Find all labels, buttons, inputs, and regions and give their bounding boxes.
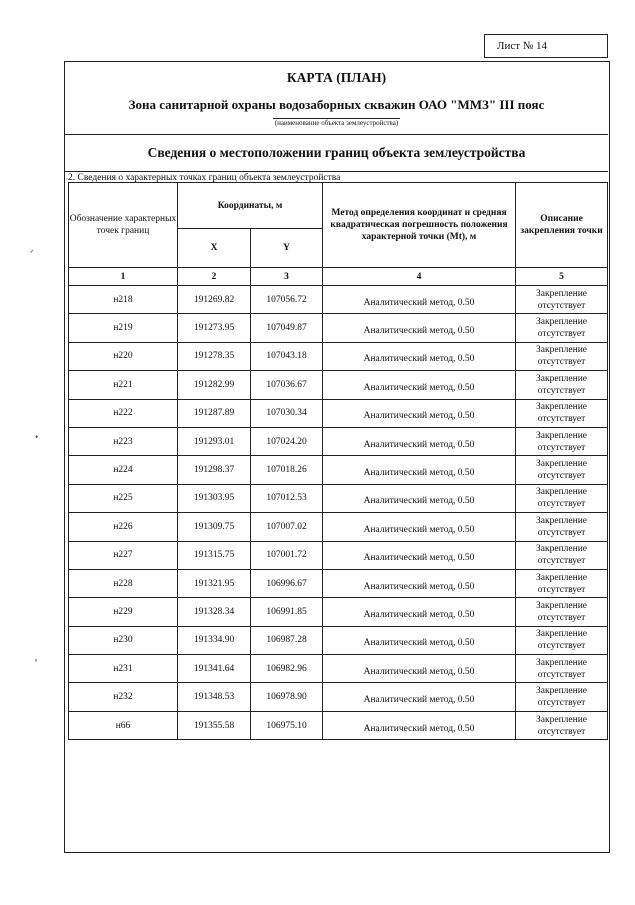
point-cell: н221: [69, 371, 178, 399]
fixing-line-1: Закрепление: [536, 600, 587, 611]
point-cell: н222: [69, 399, 178, 427]
col-header-y: Y: [251, 229, 323, 268]
fixing-line-1: Закрепление: [536, 515, 587, 526]
method-cell: Аналитический метод, 0.50: [323, 626, 516, 654]
fixing-line-2: отсутствует: [537, 584, 586, 595]
point-cell: н218: [69, 286, 178, 314]
divider: [65, 171, 608, 172]
y-cell: 106975.10: [251, 711, 323, 739]
x-cell: 191355.58: [178, 711, 251, 739]
method-cell: Аналитический метод, 0.50: [323, 655, 516, 683]
point-cell: н227: [69, 541, 178, 569]
point-cell: н232: [69, 683, 178, 711]
method-cell: Аналитический метод, 0.50: [323, 371, 516, 399]
table-row: [69, 456, 608, 484]
point-cell: н66: [69, 711, 178, 739]
table-row: [69, 286, 608, 314]
y-cell: 107056.72: [251, 286, 323, 314]
method-cell: Аналитический метод, 0.50: [323, 427, 516, 455]
table-row: [69, 427, 608, 455]
object-name: Зона санитарной охраны водозаборных скважин ОАО "ММЗ" III пояс: [128, 97, 545, 112]
col-header-designation: Обозначение характерных точек границ: [69, 183, 178, 268]
column-number: 1: [69, 268, 178, 286]
fixing-cell: [516, 456, 608, 484]
y-cell: 107001.72: [251, 541, 323, 569]
fixing-line-2: отсутствует: [537, 414, 586, 425]
scan-mark: ᐟ: [30, 248, 34, 258]
table-row: [69, 711, 608, 739]
fixing-line-1: Закрепление: [536, 459, 587, 470]
x-cell: 191273.95: [178, 314, 251, 342]
fixing-line-2: отсутствует: [537, 357, 586, 368]
fixing-cell: [516, 371, 608, 399]
table-row: [69, 314, 608, 342]
fixing-line-1: Закрепление: [536, 544, 587, 555]
col-header-method: Метод определения координат и средняя квадратическая погрешность положения характерной точки (Mt), м: [323, 183, 516, 268]
y-cell: 107049.87: [251, 314, 323, 342]
x-cell: 191315.75: [178, 541, 251, 569]
fixing-cell: [516, 626, 608, 654]
method-cell: Аналитический метод, 0.50: [323, 314, 516, 342]
fixing-line-2: отсутствует: [537, 442, 586, 453]
x-cell: 191298.37: [178, 456, 251, 484]
fixing-line-2: отсутствует: [537, 329, 586, 340]
y-cell: 107043.18: [251, 342, 323, 370]
col-header-fixing: Описание закрепления точки: [516, 183, 608, 268]
method-cell: Аналитический метод, 0.50: [323, 683, 516, 711]
y-cell: 107024.20: [251, 427, 323, 455]
method-cell: Аналитический метод, 0.50: [323, 541, 516, 569]
point-cell: н224: [69, 456, 178, 484]
fixing-cell: [516, 342, 608, 370]
fixing-line-2: отсутствует: [537, 499, 586, 510]
fixing-line-2: отсутствует: [537, 385, 586, 396]
y-cell: 107030.34: [251, 399, 323, 427]
subsection-title: 2. Сведения о характерных точках границ объекта землеустройства: [68, 173, 341, 183]
x-cell: 191341.64: [178, 655, 251, 683]
column-number: 4: [323, 268, 516, 286]
method-cell: Аналитический метод, 0.50: [323, 569, 516, 597]
fixing-line-1: Закрепление: [536, 430, 587, 441]
fixing-line-2: отсутствует: [537, 726, 586, 737]
fixing-cell: [516, 569, 608, 597]
x-cell: 191269.82: [178, 286, 251, 314]
fixing-cell: [516, 427, 608, 455]
fixing-line-1: Закрепление: [536, 402, 587, 413]
fixing-cell: [516, 399, 608, 427]
fixing-cell: [516, 314, 608, 342]
y-cell: 106996.67: [251, 569, 323, 597]
column-number: 3: [251, 268, 323, 286]
x-cell: 191348.53: [178, 683, 251, 711]
fixing-line-2: отсутствует: [537, 698, 586, 709]
x-cell: 191321.95: [178, 569, 251, 597]
fixing-line-1: Закрепление: [536, 686, 587, 697]
x-cell: 191303.95: [178, 484, 251, 512]
y-cell: 106982.96: [251, 655, 323, 683]
method-cell: Аналитический метод, 0.50: [323, 456, 516, 484]
x-cell: 191278.35: [178, 342, 251, 370]
document-title: КАРТА (ПЛАН): [286, 70, 387, 85]
object-caption: (наименование объекта землеустройства): [274, 119, 399, 127]
table-row: [69, 655, 608, 683]
table-row: [69, 626, 608, 654]
fixing-line-1: Закрепление: [536, 657, 587, 668]
x-cell: 191293.01: [178, 427, 251, 455]
table-row: [69, 484, 608, 512]
fixing-line-1: Закрепление: [536, 629, 587, 640]
y-cell: 107036.67: [251, 371, 323, 399]
column-number-row: [69, 268, 608, 286]
fixing-line-1: Закрепление: [536, 572, 587, 583]
fixing-cell: [516, 711, 608, 739]
table-row: [69, 342, 608, 370]
fixing-line-1: Закрепление: [536, 345, 587, 356]
table-row: [69, 399, 608, 427]
fixing-cell: [516, 655, 608, 683]
point-cell: н219: [69, 314, 178, 342]
x-cell: 191309.75: [178, 513, 251, 541]
table-row: [69, 598, 608, 626]
fixing-cell: [516, 286, 608, 314]
table-row: [69, 513, 608, 541]
title-block: [65, 62, 608, 134]
point-cell: н228: [69, 569, 178, 597]
fixing-cell: [516, 598, 608, 626]
fixing-line-1: Закрепление: [536, 317, 587, 328]
points-table: [68, 182, 608, 740]
scan-mark: ᵉ: [35, 656, 38, 666]
method-cell: Аналитический метод, 0.50: [323, 711, 516, 739]
point-cell: н229: [69, 598, 178, 626]
point-cell: н231: [69, 655, 178, 683]
x-cell: 191334.90: [178, 626, 251, 654]
method-cell: Аналитический метод, 0.50: [323, 342, 516, 370]
method-cell: Аналитический метод, 0.50: [323, 399, 516, 427]
col-header-x: X: [178, 229, 251, 268]
fixing-line-1: Закрепление: [536, 288, 587, 299]
table-row: [69, 569, 608, 597]
method-cell: Аналитический метод, 0.50: [323, 286, 516, 314]
method-cell: Аналитический метод, 0.50: [323, 513, 516, 541]
fixing-line-2: отсутствует: [537, 556, 586, 567]
fixing-line-1: Закрепление: [536, 487, 587, 498]
y-cell: 107007.02: [251, 513, 323, 541]
document-frame: [64, 61, 610, 853]
point-cell: н230: [69, 626, 178, 654]
fixing-line-2: отсутствует: [537, 471, 586, 482]
fixing-cell: [516, 513, 608, 541]
fixing-line-2: отсутствует: [537, 669, 586, 680]
column-number: 2: [178, 268, 251, 286]
x-cell: 191287.89: [178, 399, 251, 427]
fixing-line-1: Закрепление: [536, 373, 587, 384]
x-cell: 191328.34: [178, 598, 251, 626]
method-cell: Аналитический метод, 0.50: [323, 598, 516, 626]
table-row: [69, 541, 608, 569]
point-cell: н223: [69, 427, 178, 455]
y-cell: 107018.26: [251, 456, 323, 484]
points-table-body: [69, 286, 608, 740]
point-cell: н220: [69, 342, 178, 370]
y-cell: 107012.53: [251, 484, 323, 512]
fixing-cell: [516, 484, 608, 512]
fixing-line-1: Закрепление: [536, 714, 587, 725]
fixing-line-2: отсутствует: [537, 612, 586, 623]
table-row: [69, 683, 608, 711]
y-cell: 106978.90: [251, 683, 323, 711]
col-header-coordinates: Координаты, м: [178, 183, 323, 229]
table-row: [69, 371, 608, 399]
table-header-row: [69, 183, 608, 229]
fixing-cell: [516, 541, 608, 569]
object-caption-wrap: [65, 119, 608, 127]
fixing-line-2: отсутствует: [537, 300, 586, 311]
fixing-cell: [516, 683, 608, 711]
fixing-line-2: отсутствует: [537, 527, 586, 538]
method-cell: Аналитический метод, 0.50: [323, 484, 516, 512]
point-cell: н225: [69, 484, 178, 512]
scan-mark: •: [35, 432, 39, 442]
y-cell: 106991.85: [251, 598, 323, 626]
x-cell: 191282.99: [178, 371, 251, 399]
y-cell: 106987.28: [251, 626, 323, 654]
fixing-line-2: отсутствует: [537, 641, 586, 652]
column-number: 5: [516, 268, 608, 286]
section-title: Сведения о местоположении границ объекта землеустройства: [147, 145, 526, 160]
point-cell: н226: [69, 513, 178, 541]
sheet-number: Лист № 14: [484, 34, 608, 58]
